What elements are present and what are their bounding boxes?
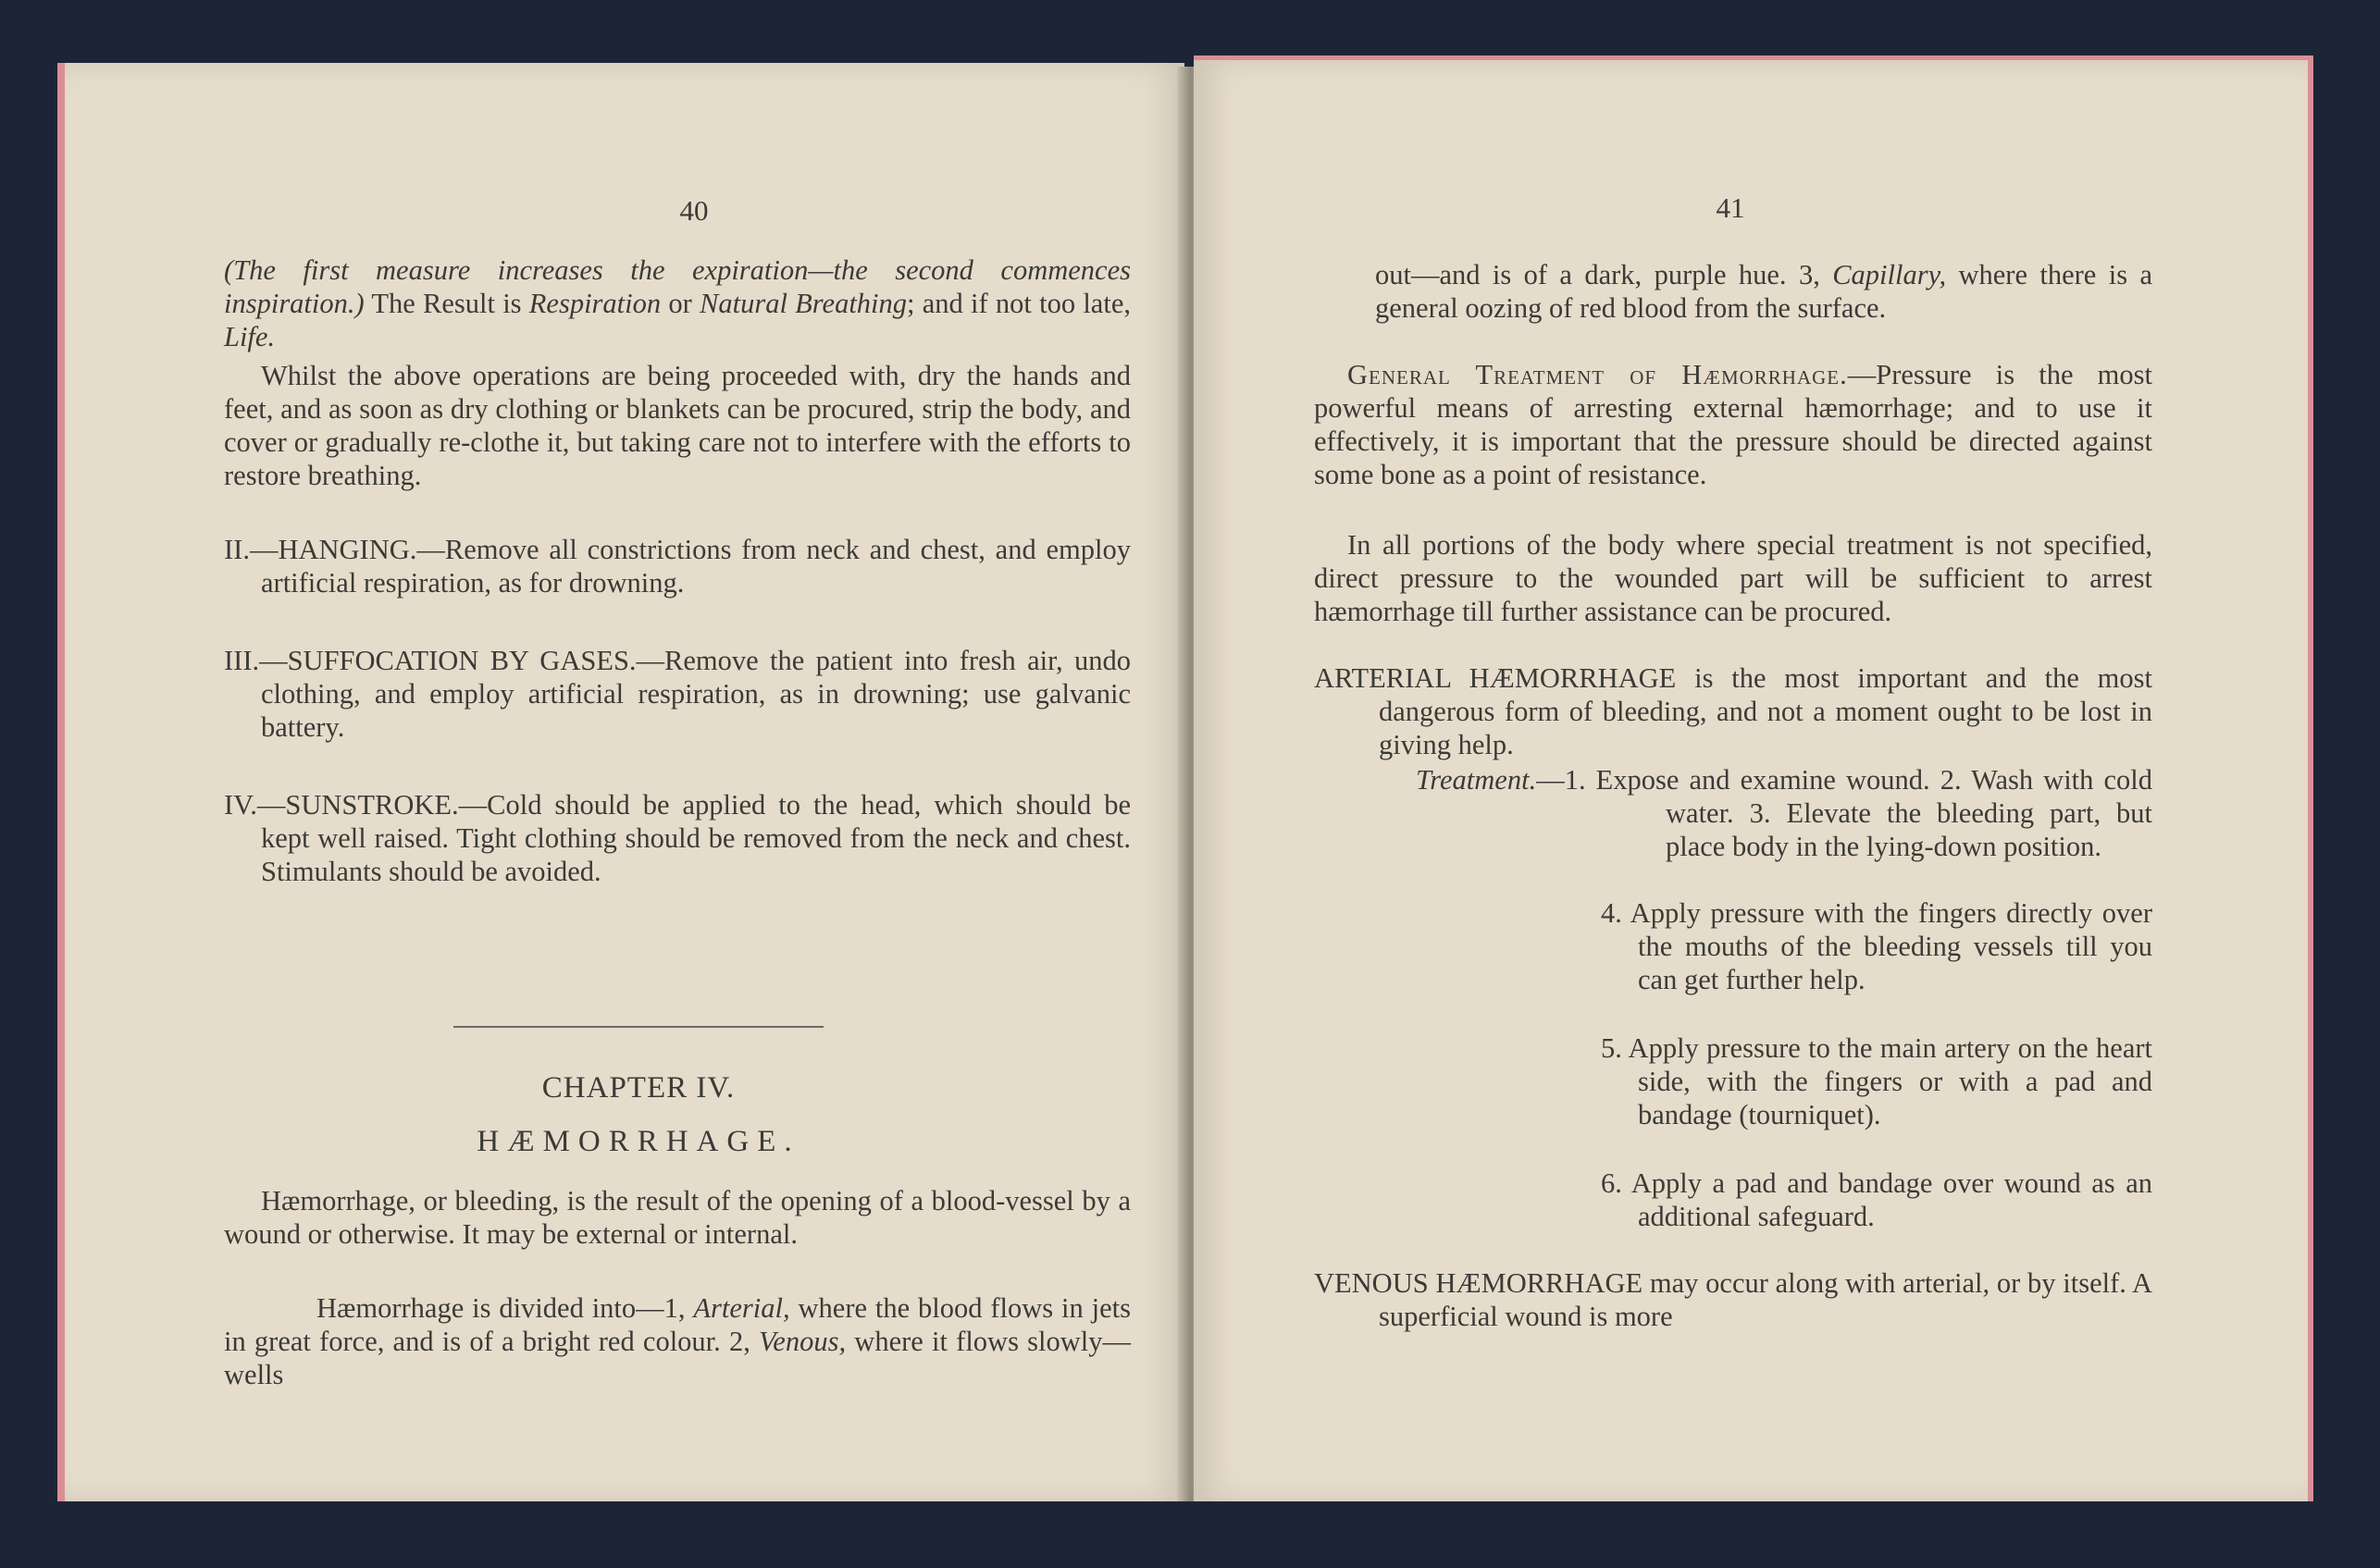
left-p4-italic-1: Arterial,	[693, 1292, 790, 1324]
right-paragraph-1	[1375, 258, 2152, 325]
arterial-haemorrhage-paragraph: ARTERIAL HÆMORRHAGE is the most important and the most dangerous form of bleeding, and not a moment ought to be lost in giving help.	[1314, 662, 2152, 760]
venous-haemorrhage-paragraph: VENOUS HÆMORRHAGE may occur along with arterial, or by itself. A superficial wound is more	[1314, 1267, 2152, 1332]
left-p1-italic-2: Respiration	[528, 288, 662, 319]
right-page	[1194, 56, 2313, 1501]
page-number-right: 41	[1716, 191, 1745, 224]
right-p1-text-2: where there is a general oozing of red blood from the surface.	[1375, 259, 2153, 324]
left-p1-text-3: ; and if not too late,	[907, 288, 1131, 319]
section-divider	[453, 1026, 824, 1028]
right-p1-text-1: out—and is of a dark, purple hue. 3,	[1375, 259, 1833, 290]
treatment-step-6: 6. Apply a pad and bandage over wound as an additional safeguard.	[1601, 1167, 2152, 1232]
left-p1-italic-1: (The first measure increases the expiration—the second commences inspiration.)	[224, 254, 1131, 319]
left-p1-italic-4: Life.	[224, 321, 276, 352]
right-paragraph-3: In all portions of the body where special treatment is not specified, direct pressure to the wounded part will be sufficient to arrest hæmorrhage till further assistance can be procured.	[1314, 529, 2152, 627]
treatment-steps-1-3	[1416, 763, 2152, 863]
right-p1-italic-1: Capillary,	[1832, 259, 1947, 290]
left-p4-text-1: Hæmorrhage is divided into—1,	[316, 1292, 694, 1324]
treatment-step-4: 4. Apply pressure with the fingers directly over the mouths of the bleeding vessels till you can get further help.	[1601, 897, 2152, 995]
general-treatment-text: —Pressure is the most powerful means of arresting external hæmorrhage; and to use it effectively, it is important that the pressure should be directed against some bone as a point of resistance.	[1314, 359, 2152, 490]
treatment-label: Treatment.	[1416, 764, 1537, 796]
left-page	[57, 63, 1184, 1501]
chapter-subtitle: HÆMORRHAGE.	[477, 1125, 800, 1158]
treatment-steps-1-3-text: —1. Expose and examine wound. 2. Wash with cold water. 3. Elevate the bleeding part, but place body in the lying-down position.	[1536, 764, 2152, 862]
left-p1-text-1: The Result is	[364, 288, 529, 319]
left-p4-text-2: where the blood flows in jets in great force, and is of a bright red colour. 2,	[224, 1292, 1131, 1357]
left-p4-italic-2: Venous,	[759, 1326, 847, 1357]
general-treatment-heading: General Treatment of Hæmorrhage.	[1347, 359, 1848, 390]
left-paragraph-1	[224, 253, 1131, 353]
treatment-step-5: 5. Apply pressure to the main artery on the heart side, with the fingers or with a pad and bandage (tourniquet).	[1601, 1032, 2152, 1130]
section-sunstroke: IV.—SUNSTROKE.—Cold should be applied to the head, which should be kept well raised. Tight clothing should be removed from the neck and chest. Stimulants should be avoided.	[224, 789, 1131, 887]
left-p1-italic-3: Natural Breathing	[700, 288, 908, 319]
chapter-title: CHAPTER IV.	[541, 1071, 736, 1105]
section-suffocation: III.—SUFFOCATION BY GASES.—Remove the patient into fresh air, undo clothing, and employ artificial respiration, as in drowning; use galvanic battery.	[224, 645, 1131, 743]
left-paragraph-3: Hæmorrhage, or bleeding, is the result of the opening of a blood-vessel by a wound or otherwise. It may be external or internal.	[224, 1185, 1131, 1250]
left-paragraph-4	[224, 1291, 1131, 1391]
page-number-left: 40	[679, 194, 709, 227]
section-hanging: II.—HANGING.—Remove all constrictions from neck and chest, and employ artificial respiration, as for drowning.	[224, 534, 1131, 599]
general-treatment-paragraph	[1314, 358, 2152, 491]
left-p4-text-3: where it flows slowly—wells	[224, 1326, 1131, 1390]
left-paragraph-2: Whilst the above operations are being proceeded with, dry the hands and feet, and as soon as dry clothing or blankets can be procured, strip the body, and cover or gradually re-clothe it, but taking care not to interfere with the efforts to restore breathing.	[224, 360, 1131, 491]
left-p1-text-2: or	[661, 288, 700, 319]
